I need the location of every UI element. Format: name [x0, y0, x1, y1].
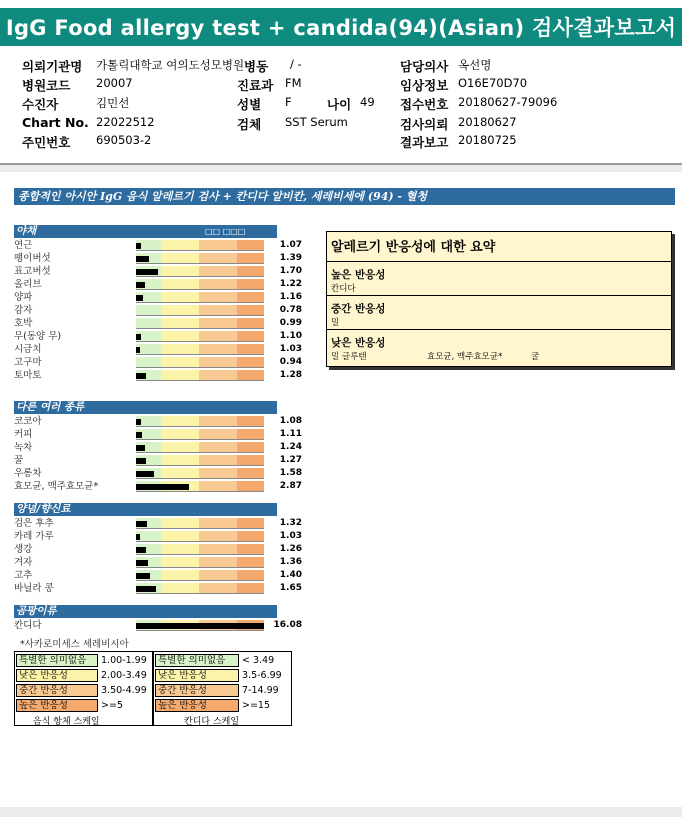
result-row	[14, 454, 302, 467]
result-value: 0.78	[279, 305, 302, 315]
category-header: 야채	[14, 225, 277, 238]
scale-bands	[136, 544, 264, 555]
result-value: 1.32	[279, 518, 302, 528]
field-value: F	[285, 95, 292, 109]
legend-row	[154, 684, 293, 698]
legend-label: 특별한 의미없음	[155, 654, 239, 667]
scale-bands	[136, 442, 264, 453]
legend-caption: 음식 항체 스케일	[33, 717, 100, 727]
result-value: 1.11	[279, 429, 302, 439]
result-value: 1.28	[279, 370, 302, 380]
legend-label: 낮은 반응성	[155, 669, 239, 682]
result-row	[14, 569, 302, 582]
field-value: 20180627-79096	[458, 95, 558, 109]
report-header	[0, 0, 682, 165]
category-header: 곰팡이류	[14, 605, 277, 618]
result-row	[14, 415, 302, 428]
field-label: 성별	[237, 97, 262, 112]
result-value: 0.99	[279, 318, 302, 328]
legend-range: 2.00-3.49	[101, 670, 147, 681]
result-value: 1.70	[279, 266, 302, 276]
result-row	[14, 556, 302, 569]
result-value: 1.40	[279, 570, 302, 580]
scale-bands	[136, 531, 264, 542]
candida-scale-legend	[153, 651, 292, 726]
result-value: 1.03	[279, 344, 302, 354]
reactivity-summary	[326, 231, 672, 367]
result-row	[14, 265, 302, 278]
legend-caption: 칸디다 스케일	[184, 717, 240, 727]
legend-range: 3.50-4.99	[101, 685, 147, 696]
field-label: 검체	[237, 117, 262, 132]
result-value: 1.39	[279, 253, 302, 263]
result-value: 1.58	[279, 468, 302, 478]
result-row	[14, 330, 302, 343]
section-title: 종합적인 아시안 IgG 음식 알레르기 검사 + 칸디다 알비칸, 세레비세에 (94) - 혈청	[14, 188, 675, 205]
result-row	[14, 239, 302, 252]
legend-label: 중간 반응성	[155, 684, 239, 697]
food-name: 시금치	[14, 344, 42, 355]
result-row	[14, 530, 302, 543]
scale-bands	[136, 253, 264, 264]
summary-mid-label: 중간 반응성	[331, 303, 386, 315]
field-value: / -	[290, 57, 302, 71]
result-bar	[136, 547, 146, 553]
result-row	[14, 467, 302, 480]
field-label: 검사의뢰	[400, 117, 449, 132]
food-name: 꿀	[14, 455, 24, 466]
scale-bands	[136, 570, 264, 581]
legend-range: 3.5-6.99	[242, 670, 282, 681]
scale-header: □□ □□□	[205, 227, 246, 236]
result-bar	[136, 256, 149, 262]
field-value: 옥선명	[458, 58, 492, 72]
legend-range: 1.00-1.99	[101, 655, 147, 666]
scale-bands	[136, 240, 264, 251]
result-bar	[136, 432, 142, 438]
food-name: 올리브	[14, 279, 42, 290]
result-bar	[136, 471, 154, 477]
result-bar	[136, 560, 148, 566]
legend-range: < 3.49	[242, 655, 275, 666]
legend-row	[15, 669, 154, 683]
food-name: 카레 가루	[14, 531, 54, 542]
food-name: 코코아	[14, 416, 42, 427]
summary-low-label: 낮은 반응성	[331, 337, 386, 349]
legend-label: 특별한 의미없음	[16, 654, 98, 667]
food-name: 양파	[14, 292, 33, 303]
result-row	[14, 619, 302, 632]
field-label: 담당의사	[400, 59, 449, 74]
summary-low-item: 효모균, 맥주효모균*	[427, 352, 503, 362]
field-label: 접수번호	[400, 97, 449, 112]
legend-row	[154, 654, 293, 668]
food-name: 우롱차	[14, 468, 42, 479]
field-value: 49	[360, 95, 375, 109]
food-name: 표고버섯	[14, 266, 51, 277]
result-row	[14, 252, 302, 265]
scale-bands	[136, 455, 264, 466]
summary-low-item: 굴	[531, 352, 540, 362]
scale-bands	[136, 416, 264, 427]
field-value: FM	[285, 76, 302, 90]
field-value: 22022512	[96, 115, 155, 129]
scale-bands	[136, 305, 264, 316]
scale-bands	[136, 557, 264, 568]
field-value: O16E70D70	[458, 76, 528, 90]
result-value: 1.65	[279, 583, 302, 593]
legend-row	[15, 684, 154, 698]
legend-label: 낮은 반응성	[16, 669, 98, 682]
result-row	[14, 291, 302, 304]
summary-title: 알레르기 반응성에 대한 요약	[331, 240, 496, 255]
category-header: 다른 여러 종류	[14, 401, 277, 414]
legend-row	[154, 699, 293, 713]
scale-bands	[136, 429, 264, 440]
field-label: 수진자	[22, 97, 59, 112]
food-name: 검은 후추	[14, 518, 54, 529]
food-name: 커피	[14, 429, 33, 440]
food-name: 생강	[14, 544, 33, 555]
result-bar	[136, 419, 141, 425]
food-name: 겨자	[14, 557, 33, 568]
result-row	[14, 441, 302, 454]
result-row	[14, 517, 302, 530]
legend-range: >=15	[242, 700, 271, 711]
result-row	[14, 356, 302, 369]
result-row	[14, 343, 302, 356]
field-value: 20180627	[458, 115, 517, 129]
scale-bands	[136, 279, 264, 290]
food-name: 효모균, 맥주효모균*	[14, 481, 99, 492]
result-bar	[136, 445, 145, 451]
food-name: 무(동양 무)	[14, 331, 62, 342]
result-value: 1.36	[279, 557, 302, 567]
result-bar	[136, 623, 264, 629]
result-row	[14, 428, 302, 441]
result-bar	[136, 347, 140, 353]
food-name: 연근	[14, 240, 33, 251]
result-value: 1.07	[279, 240, 302, 250]
legend-row	[154, 669, 293, 683]
result-bar	[136, 334, 141, 340]
food-name: 팽이버섯	[14, 253, 51, 264]
field-label: 결과보고	[400, 135, 449, 150]
result-row	[14, 369, 302, 382]
result-bar	[136, 269, 158, 275]
food-name: 녹차	[14, 442, 33, 453]
legend-range: >=5	[101, 700, 123, 711]
result-bar	[136, 243, 141, 249]
result-row	[14, 582, 302, 595]
summary-high-label: 높은 반응성	[331, 269, 386, 281]
food-name: 호박	[14, 318, 33, 329]
result-row	[14, 543, 302, 556]
legend-label: 중간 반응성	[16, 684, 98, 697]
field-label: 진료과	[237, 78, 274, 93]
result-bar	[136, 458, 146, 464]
field-value: 20007	[96, 76, 133, 90]
field-value: 690503-2	[96, 133, 152, 147]
scale-bands	[136, 370, 264, 381]
result-value: 1.26	[279, 544, 302, 554]
result-value: 16.08	[273, 620, 302, 630]
category-header: 양념/향신료	[14, 503, 277, 516]
field-value: 가톨릭대학교 여의도성모병원	[96, 58, 245, 72]
legend-label: 높은 반응성	[16, 699, 98, 712]
result-bar	[136, 521, 147, 527]
field-label: Chart No.	[22, 115, 89, 130]
field-value: SST Serum	[285, 115, 348, 129]
field-value: 20180725	[458, 133, 517, 147]
field-label: 나이	[327, 97, 352, 112]
divider	[327, 329, 671, 330]
summary-low-item: 밀 글루텐	[331, 352, 367, 362]
food-name: 칸디다	[14, 620, 42, 631]
food-name: 토마토	[14, 370, 42, 381]
result-value: 1.10	[279, 331, 302, 341]
food-name: 감자	[14, 305, 33, 316]
field-label: 병원코드	[22, 78, 71, 93]
legend-label: 높은 반응성	[155, 699, 239, 712]
result-bar	[136, 534, 140, 540]
result-row	[14, 304, 302, 317]
divider	[327, 295, 671, 296]
food-scale-legend	[14, 651, 153, 726]
result-bar	[136, 484, 189, 490]
field-label: 주민번호	[22, 135, 71, 150]
scale-bands	[136, 292, 264, 303]
legend-range: 7-14.99	[242, 685, 279, 696]
scale-bands	[136, 331, 264, 342]
food-name: 바닐라 콩	[14, 583, 54, 594]
report-title: IgG Food allergy test + candida(94)(Asian) 검사결과보고서	[0, 8, 682, 46]
result-value: 1.24	[279, 442, 302, 452]
scale-bands	[136, 344, 264, 355]
result-row	[14, 480, 302, 493]
result-row	[14, 278, 302, 291]
result-value: 1.16	[279, 292, 302, 302]
field-label: 의뢰기관명	[22, 59, 83, 74]
field-value: 김민선	[96, 96, 130, 110]
food-name: 고구마	[14, 357, 42, 368]
scale-bands	[136, 468, 264, 479]
result-bar	[136, 373, 146, 379]
scale-bands	[136, 318, 264, 329]
result-value: 1.08	[279, 416, 302, 426]
legend-row	[15, 699, 154, 713]
result-bar	[136, 282, 145, 288]
field-label: 임상정보	[400, 78, 449, 93]
field-label: 병동	[244, 59, 269, 74]
result-row	[14, 317, 302, 330]
divider	[327, 261, 671, 262]
result-bar	[136, 295, 143, 301]
summary-high-items: 칸디다	[331, 284, 356, 294]
result-bar	[136, 573, 150, 579]
result-value: 1.27	[279, 455, 302, 465]
result-value: 2.87	[279, 481, 302, 491]
result-value: 1.22	[279, 279, 302, 289]
result-value: 1.03	[279, 531, 302, 541]
result-bar	[136, 586, 156, 592]
summary-mid-items: 밀	[331, 318, 340, 328]
food-name: 고추	[14, 570, 33, 581]
footnote: *사카로미세스 세레비시아	[20, 639, 129, 650]
legend-row	[15, 654, 154, 668]
scale-bands	[136, 518, 264, 529]
result-value: 0.94	[279, 357, 302, 367]
scale-bands	[136, 357, 264, 368]
